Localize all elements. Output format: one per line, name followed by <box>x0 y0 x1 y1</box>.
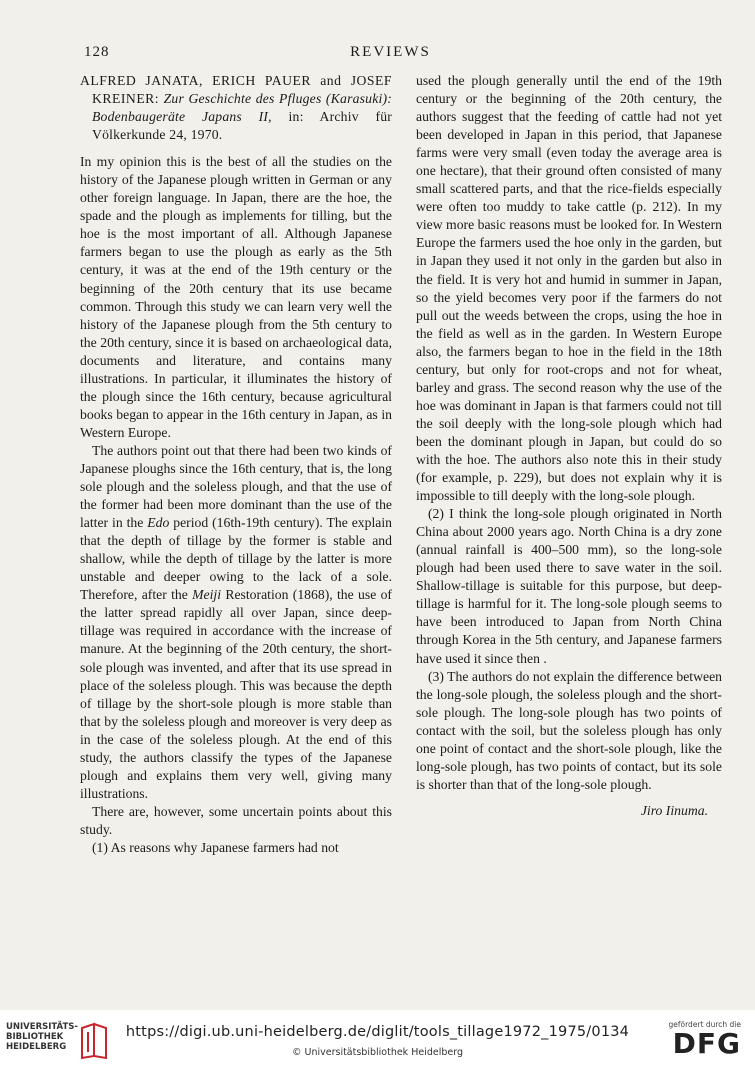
paragraph: (3) The authors do not explain the difference between the long-sole plough, the soleless plough and the short-sole plough. The long-sole plough has two points of contact with the soil, but the soleless plough has only one point of contact and the short-sole plough, like the long-sole plough, has two points of contact, but its sole is shorter than that of the long-sole plough. <box>416 668 722 792</box>
paragraph: (1) As reasons why Japanese farmers had not <box>92 839 339 855</box>
dfg-logo[interactable] <box>661 1020 741 1064</box>
citation-source: in: Archiv für Völkerkunde 24, 1970. <box>92 109 393 143</box>
dfg-caption: gefördert durch die <box>668 1020 741 1029</box>
page-number: 128 <box>84 44 110 60</box>
citation-authors: ALFRED JANATA, ERICH PAUER and JOSEF KREINER: <box>80 73 392 107</box>
library-name-line: BIBLIOTHEK <box>6 1032 64 1042</box>
permalink-url[interactable]: https://digi.ub.uni-heidelberg.de/diglit/tools_tillage1972_1975/0134 <box>125 1024 630 1040</box>
paragraph: The authors point out that there had been two kinds of Japanese ploughs since the 16th century, that is, the long sole plough and the soleless plough, and that the use of the former had been more dominant than the use of the latter in the Edo period (16th-19th century). The explain that the depth of tillage by the former is stable and shallow, while the depth of tillage by the latter is more unstable and deeper owing to the lack of a sole. Therefore, after the Meiji Restoration (1868), the use of the latter spread rapidly all over Japan, since deep-tillage was required in accordance with the increase of manure. At the beginning of the 20th century, the short-sole plough was invented, and after that its use spread in place of the soleless plough. This was because the depth of tillage by the short-sole plough is more stable than that by the soleless plough and moreover is very deep as in the case of the soleless plough. At the end of this study, the authors classify the types of the Japanese plough and explains them very well, giving many illustrations. <box>80 442 392 801</box>
paragraph: In my opinion this is the best of all the studies on the history of the Japanese plough written in German or any other foreign language. In Japan, there are the hoe, the spade and the plough as implements for tilling, but the hoe is the most important of all. Although Japanese farmers began to use the plough as early as the 5th century, it was at the end of the 19th century or the beginning of the 20th century that its use became common. Through this study we can learn very well the history of the Japanese plough from the 5th century to the 20th century, since it is based on archaeological data, documents and literature, and contains many illustrations. In particular, it illuminates the history of the plough since the 16th century, because agricultural books began to appear in the 16th century in Japan, as in Western Europe. <box>80 154 392 440</box>
dfg-wordmark: DFG <box>672 1027 741 1060</box>
library-name-line: UNIVERSITÄTS- <box>6 1022 78 1032</box>
viewer-footer <box>0 1010 755 1067</box>
page-header <box>84 44 697 66</box>
right-column <box>416 72 722 820</box>
reviewer-signature: Jiro Iinuma. <box>640 802 708 818</box>
paragraph: used the plough generally until the end of the 19th century or the beginning of the 20th century, the authors suggest that the feeding of cattle had not yet been developed in Japan in this period, that Japanese farms were very small (even today the average area is one hectare), that their ground often consisted of many small scattered parts, and that the rice-fields especially were often too muddy to take cattle (p. 212). In my view more basic reasons must be looked for. In Western Europe the farmers used the hoe only in the garden, but in Japan they used it not only in the garden but also in the field. It is very hot and humid in summer in Japan, so the yield becomes very poor if the farmers do not pull out the weeds between the crops, using the hoe in the field as well as in the garden. In Western Europe also, the farmers began to hoe in the field in the 18th century, but only for root-crops and not for wheat, barley and grass. The second reason why the use of the hoe was dominant in Japan is that farmers could not till the soil deeply with the long-sole plough which had been the dominant plough in Japan, but could do so with the hoe. The authors also note this in their study (for example, p. 229), but does not explain why it is impossible to till deeply with the long-sole plough. <box>416 73 722 504</box>
review-citation <box>80 72 392 144</box>
paragraph: (2) I think the long-sole plough originated in North China about 2000 years ago. North China is a dry zone (annual rainfall is 400–500 mm), so the long-sole plough had been used there to save water in the soil. Shallow-tillage is suitable for this purpose, but deep-tillage is harmful for it. The long-sole plough seems to have been introduced to Japan from North China through Korea in the 5th century, and Japanese farmers have used it since then . <box>416 506 722 666</box>
library-name-line: HEIDELBERG <box>6 1042 67 1052</box>
running-head: REVIEWS <box>350 44 431 60</box>
left-column <box>80 72 392 857</box>
copyright-notice: © Universitätsbibliothek Heidelberg <box>291 1047 463 1058</box>
paragraph: There are, however, some uncertain points about this study. <box>80 803 392 837</box>
citation-title: Zur Geschichte des Pfluges (Karasuki): Bodenbaugeräte Japans II, <box>92 91 392 125</box>
